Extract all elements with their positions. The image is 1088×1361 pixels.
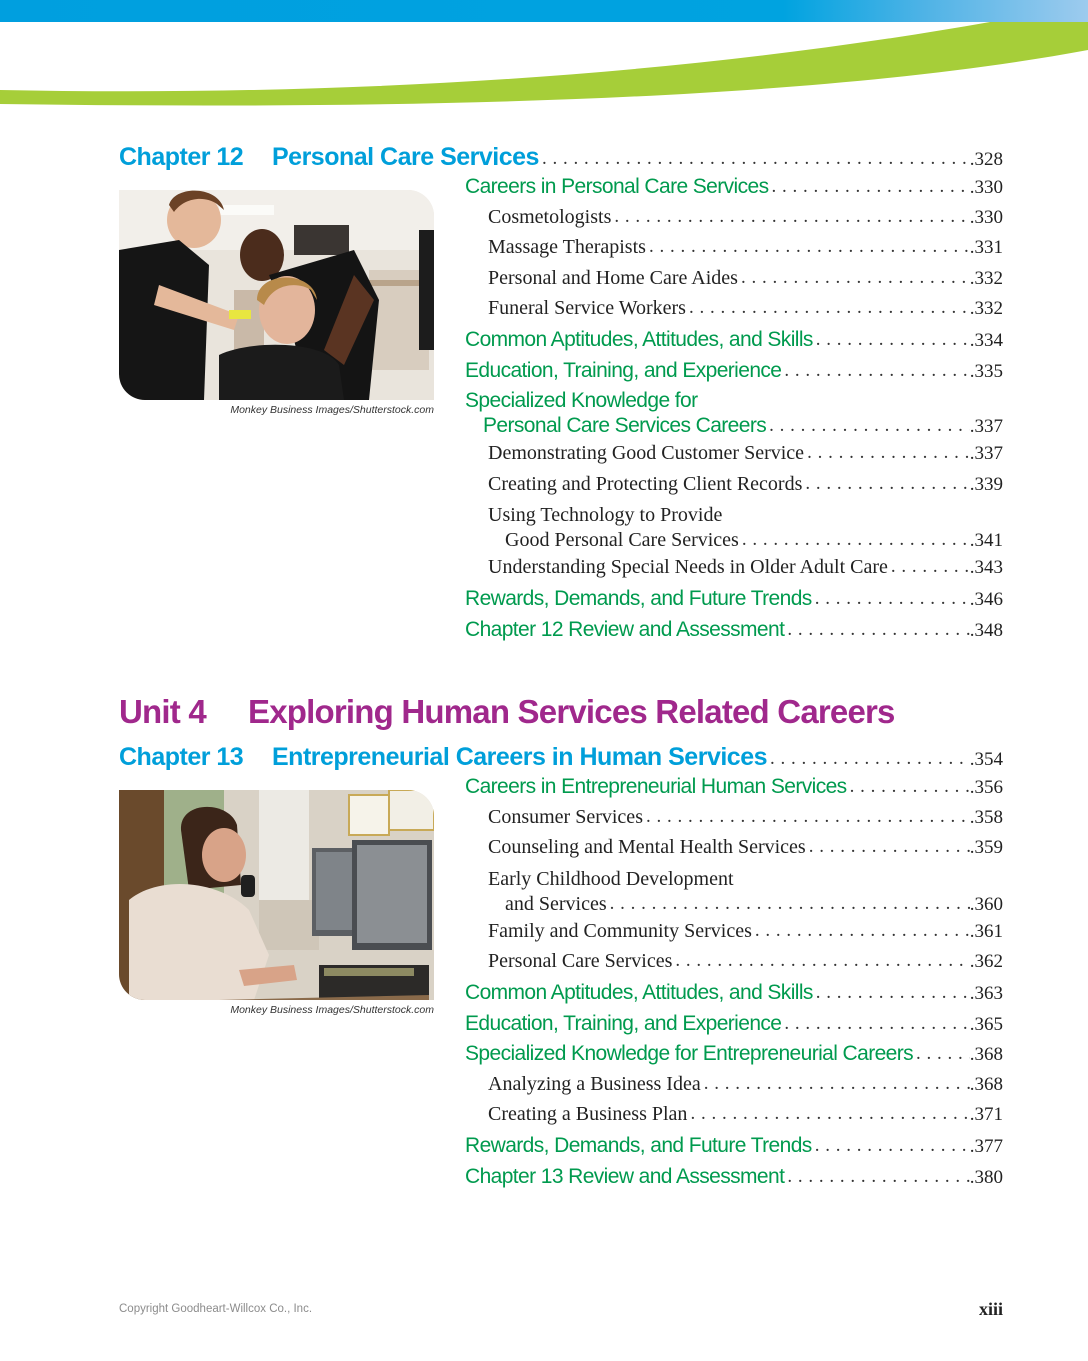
toc-entry-page: .380: [969, 1166, 1003, 1188]
toc-entry-page: .360: [969, 893, 1003, 915]
toc-entry-page: .334: [969, 329, 1003, 351]
toc-entry-page: .346: [969, 588, 1003, 610]
toc-entry-label: Funeral Service Workers: [488, 297, 686, 320]
toc-entry-page: .356: [969, 777, 1003, 798]
toc-entry[interactable]: [465, 920, 1003, 951]
toc-entry-page: .331: [969, 237, 1003, 259]
toc-entry-label-line1: Early Childhood Development: [488, 867, 734, 890]
dot-leader: [772, 176, 970, 198]
toc-entry-page: .330: [969, 206, 1003, 228]
toc-entry[interactable]: [465, 1103, 1003, 1134]
toc-entry-label: Understanding Special Needs in Older Adult Care: [488, 556, 888, 579]
toc-entry-label: Careers in Entrepreneurial Human Services: [465, 775, 847, 798]
toc-entry-label: Rewards, Demands, and Future Trends: [465, 1133, 812, 1157]
toc-entry-label: Chapter 12 Review and Assessment: [465, 617, 785, 641]
dot-leader: [815, 588, 970, 610]
page-number: .328: [969, 149, 1003, 170]
toc-entry-page: .332: [969, 298, 1003, 320]
toc-entry-page: .365: [969, 1013, 1003, 1035]
toc-entry[interactable]: [465, 503, 1003, 556]
toc-entry-page: .361: [969, 920, 1003, 942]
toc-entry-page: .330: [969, 177, 1003, 198]
dot-leader: [610, 891, 970, 917]
chapter-12-toc: [465, 175, 1003, 648]
chapter-number: Chapter 12: [119, 143, 244, 171]
toc-entry[interactable]: [465, 867, 1003, 920]
photo-credit: Monkey Business Images/Shutterstock.com: [230, 404, 434, 416]
dot-leader: [816, 329, 970, 351]
toc-entry[interactable]: [465, 206, 1003, 237]
toc-entry-label: Consumer Services: [488, 805, 643, 828]
toc-entry-label: Common Aptitudes, Attitudes, and Skills: [465, 327, 813, 351]
toc-entry-label: Demonstrating Good Customer Service: [488, 442, 805, 465]
toc-entry-label: Common Aptitudes, Attitudes, and Skills: [465, 980, 813, 1004]
chapter-number: Chapter 13: [119, 743, 244, 771]
toc-entry-label-line1: Using Technology to Provide: [488, 504, 723, 527]
dot-leader: [741, 267, 970, 289]
chapter-13-heading[interactable]: [119, 743, 1003, 772]
unit-title: Exploring Human Services Related Careers: [248, 693, 895, 730]
dot-leader: [807, 442, 970, 464]
copyright-notice: Copyright Goodheart-Willcox Co., Inc.: [119, 1303, 313, 1315]
toc-entry[interactable]: [465, 236, 1003, 267]
toc-entry[interactable]: [465, 267, 1003, 298]
toc-entry-page: .341: [969, 530, 1003, 552]
dot-leader: [614, 206, 969, 228]
toc-entry-label-line1: Specialized Knowledge for: [465, 389, 698, 413]
toc-entry-page: .337: [969, 443, 1003, 465]
photo-credit: Monkey Business Images/Shutterstock.com: [230, 1004, 434, 1016]
dot-leader: [815, 1135, 970, 1157]
dot-leader: [742, 527, 970, 553]
dot-leader: [646, 806, 970, 828]
toc-entry[interactable]: [465, 775, 1003, 806]
toc-entry[interactable]: [465, 442, 1003, 473]
dot-leader: [816, 982, 970, 1004]
toc-entry[interactable]: [465, 556, 1003, 587]
dot-leader: [784, 1013, 969, 1035]
toc-entry-page: .363: [969, 982, 1003, 1004]
banner-swoosh-graphic: [0, 0, 1088, 110]
chapter-13-photo: [119, 790, 434, 1000]
toc-entry[interactable]: [465, 359, 1003, 390]
dot-leader: [542, 148, 970, 170]
dot-leader: [649, 236, 970, 258]
dot-leader: [784, 360, 969, 382]
toc-entry-label: Cosmetologists: [488, 205, 612, 228]
chapter-13-toc: [465, 775, 1003, 1195]
dot-leader: [675, 950, 969, 972]
page-number: .354: [969, 749, 1003, 770]
toc-entry-label: Good Personal Care Services: [505, 529, 739, 552]
toc-entry[interactable]: [465, 1165, 1003, 1196]
office-phone-photo-illustration: [119, 790, 434, 1000]
dot-leader: [787, 619, 969, 641]
toc-entry-label: Careers in Personal Care Services: [465, 175, 769, 198]
toc-entry-label: Creating and Protecting Client Records: [488, 472, 803, 495]
toc-entry-label: and Services: [505, 892, 607, 915]
dot-leader: [850, 776, 970, 798]
toc-entry-page: .371: [969, 1104, 1003, 1126]
folio-page-number: xiii: [978, 1299, 1003, 1319]
dot-leader: [689, 297, 970, 319]
chapter-12-photo: [119, 190, 434, 400]
toc-entry-page: .335: [969, 360, 1003, 382]
dot-leader: [787, 1166, 969, 1188]
toc-entry-page: .368: [969, 1073, 1003, 1095]
toc-entry[interactable]: [465, 587, 1003, 618]
toc-entry[interactable]: [465, 1012, 1003, 1043]
toc-entry-page: .339: [969, 473, 1003, 495]
toc-entry[interactable]: [465, 981, 1003, 1012]
toc-entry-label: Rewards, Demands, and Future Trends: [465, 586, 812, 610]
dot-leader: [770, 748, 970, 770]
toc-entry-label: Education, Training, and Experience: [465, 1011, 782, 1035]
toc-entry-label: Analyzing a Business Idea: [488, 1072, 701, 1095]
toc-entry[interactable]: [465, 1134, 1003, 1165]
toc-entry[interactable]: [465, 618, 1003, 649]
toc-entry[interactable]: [465, 328, 1003, 359]
dot-leader: [704, 1073, 970, 1095]
toc-entry-label: Personal Care Services: [488, 950, 673, 973]
toc-entry-page: .358: [969, 806, 1003, 828]
toc-entry[interactable]: [465, 1073, 1003, 1104]
toc-entry-label: Education, Training, and Experience: [465, 358, 782, 382]
toc-entry[interactable]: [465, 297, 1003, 328]
toc-entry-page: .343: [969, 557, 1003, 579]
toc-entry-label: Massage Therapists: [488, 236, 646, 259]
toc-entry-label: Family and Community Services: [488, 919, 752, 942]
chapter-title: Entrepreneurial Careers in Human Services: [272, 743, 768, 771]
toc-entry-page: .362: [969, 951, 1003, 973]
chapter-12-heading[interactable]: [119, 143, 1003, 172]
toc-entry-page: .337: [969, 416, 1003, 438]
toc-entry-label: Personal and Home Care Aides: [488, 266, 738, 289]
dot-leader: [916, 1043, 970, 1065]
toc-entry-label: Chapter 13 Review and Assessment: [465, 1164, 785, 1188]
dot-leader: [769, 413, 970, 439]
toc-entry-page: .377: [969, 1135, 1003, 1157]
toc-entry-page: .359: [969, 837, 1003, 859]
toc-entry-label: Creating a Business Plan: [488, 1103, 688, 1126]
dot-leader: [891, 556, 970, 578]
toc-entry-page: .348: [969, 619, 1003, 641]
toc-entry-page: .332: [969, 267, 1003, 289]
toc-entry-label: Personal Care Services Careers: [483, 414, 767, 438]
toc-entry[interactable]: [465, 473, 1003, 504]
chapter-title: Personal Care Services: [272, 143, 539, 171]
unit-4-heading: [119, 693, 895, 731]
toc-entry[interactable]: [465, 806, 1003, 837]
unit-number: Unit 4: [119, 693, 206, 730]
toc-entry[interactable]: [465, 836, 1003, 867]
toc-entry[interactable]: [465, 175, 1003, 206]
toc-entry-page: .368: [969, 1044, 1003, 1066]
toc-entry-label: Counseling and Mental Health Services: [488, 836, 806, 859]
dot-leader: [805, 473, 969, 495]
toc-entry[interactable]: [465, 1042, 1003, 1073]
barbershop-photo-illustration: [119, 190, 434, 400]
dot-leader: [809, 836, 970, 858]
dot-leader: [755, 920, 970, 942]
toc-entry-label: Specialized Knowledge for Entrepreneurial Careers: [465, 1042, 914, 1066]
toc-entry[interactable]: [465, 389, 1003, 442]
dot-leader: [690, 1103, 969, 1125]
header-banner: [0, 0, 1088, 110]
toc-entry[interactable]: [465, 950, 1003, 981]
